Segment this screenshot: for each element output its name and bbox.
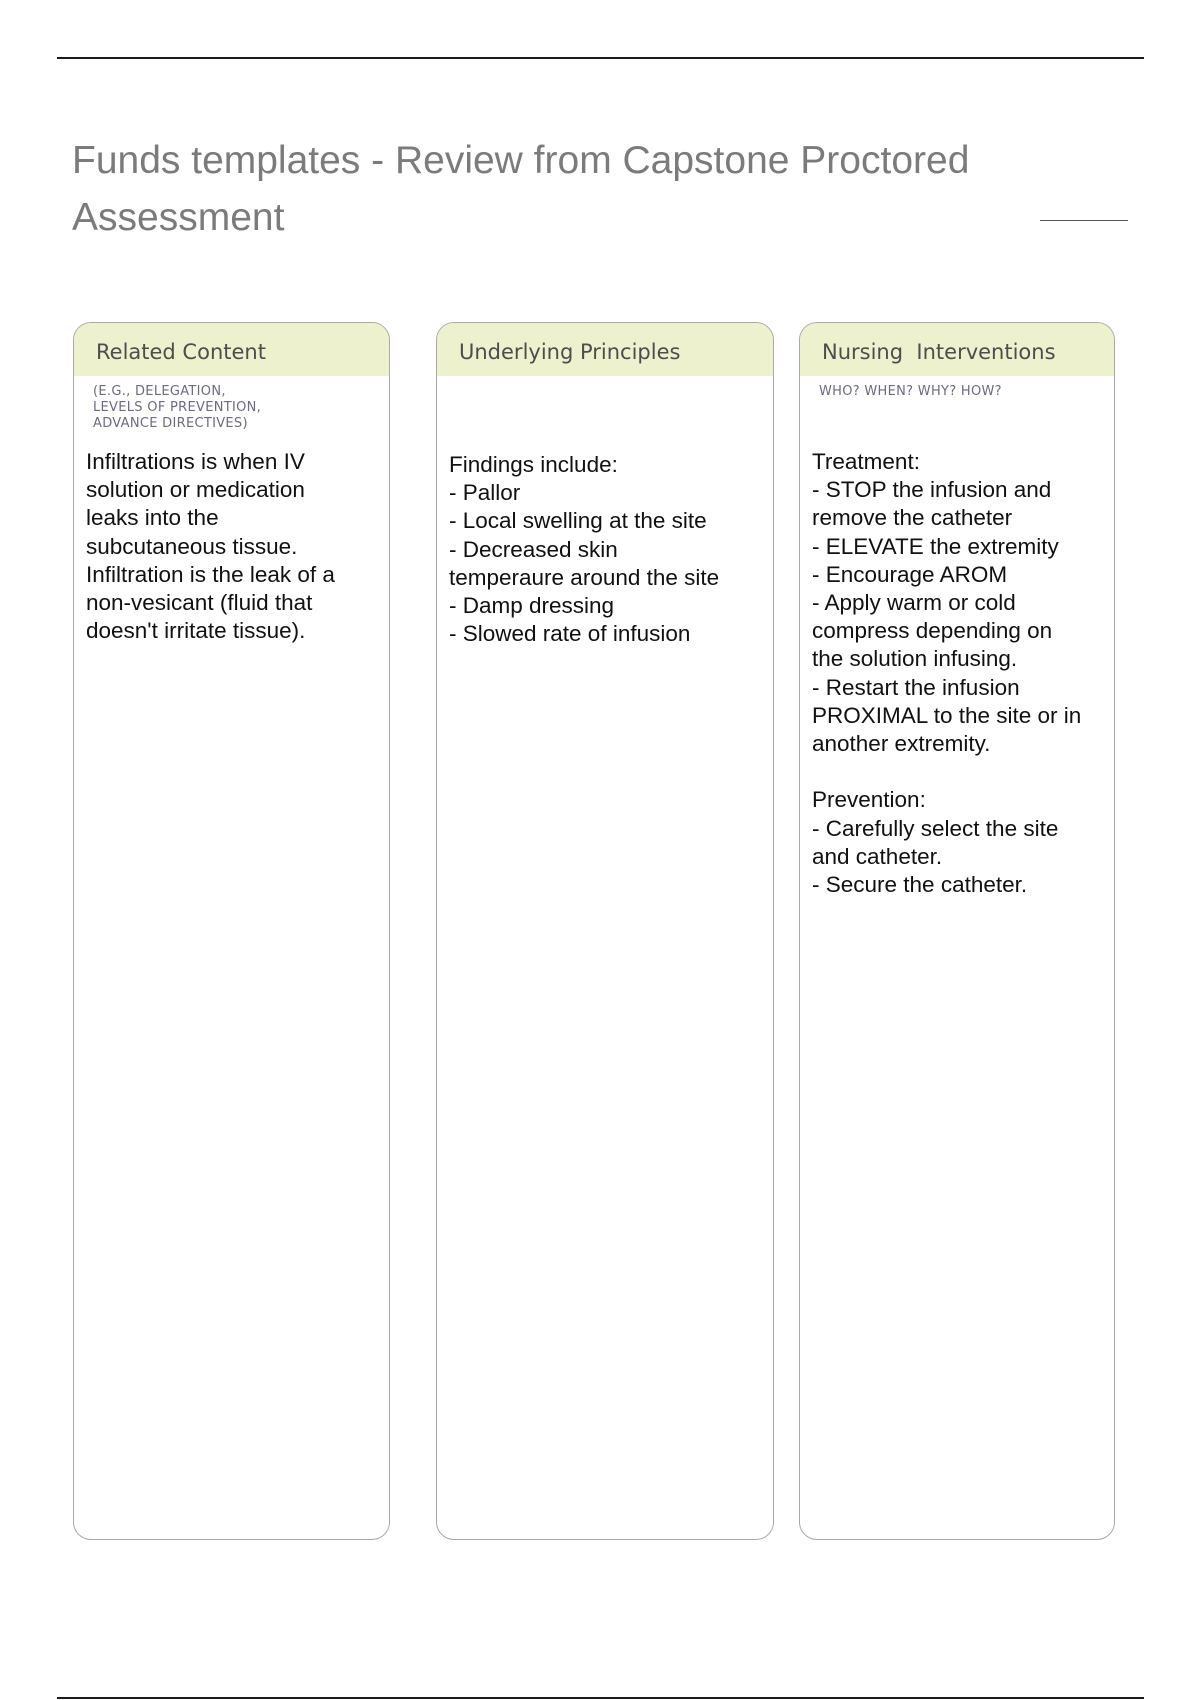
related-content-text[interactable]: Infiltrations is when IV solution or medication leaks into the subcutaneous tissue. Infiltration is the leak of a non-vesicant (fluid that doesn't irritate tissue). [86,449,335,644]
nursing-interventions-hint: WHO? WHEN? WHY? HOW? [819,384,1002,399]
underlying-principles-heading: Underlying Principles [437,323,773,376]
document-title: Funds templates - Review from Capstone Proctored Assessment [72,139,970,239]
nursing-interventions-heading: Nursing Interventions [800,323,1114,376]
nursing-interventions-panel [799,322,1115,1540]
related-content-panel [73,322,390,1540]
bottom-rule [57,1697,1144,1699]
related-content-heading: Related Content [74,323,389,376]
title-underline [1040,220,1128,221]
nursing-interventions-text[interactable]: Treatment: - STOP the infusion and remove the catheter - ELEVATE the extremity - Encourage AROM - Apply warm or cold compress depending on the solution infusing. - Restart the infusion PROXIMAL to the site or in another extremity. Prevention: - Carefully select the site and catheter. - Secure the catheter. [812,449,1082,898]
top-rule [57,57,1144,59]
underlying-principles-panel [436,322,774,1540]
underlying-principles-text[interactable]: Findings include: - Pallor - Local swelling at the site - Decreased skin temperaure around the site - Damp dressing - Slowed rate of infusion [449,452,720,647]
related-content-hint: (E.G., DELEGATION, LEVELS OF PREVENTION, ADVANCE DIRECTIVES) [93,384,262,431]
